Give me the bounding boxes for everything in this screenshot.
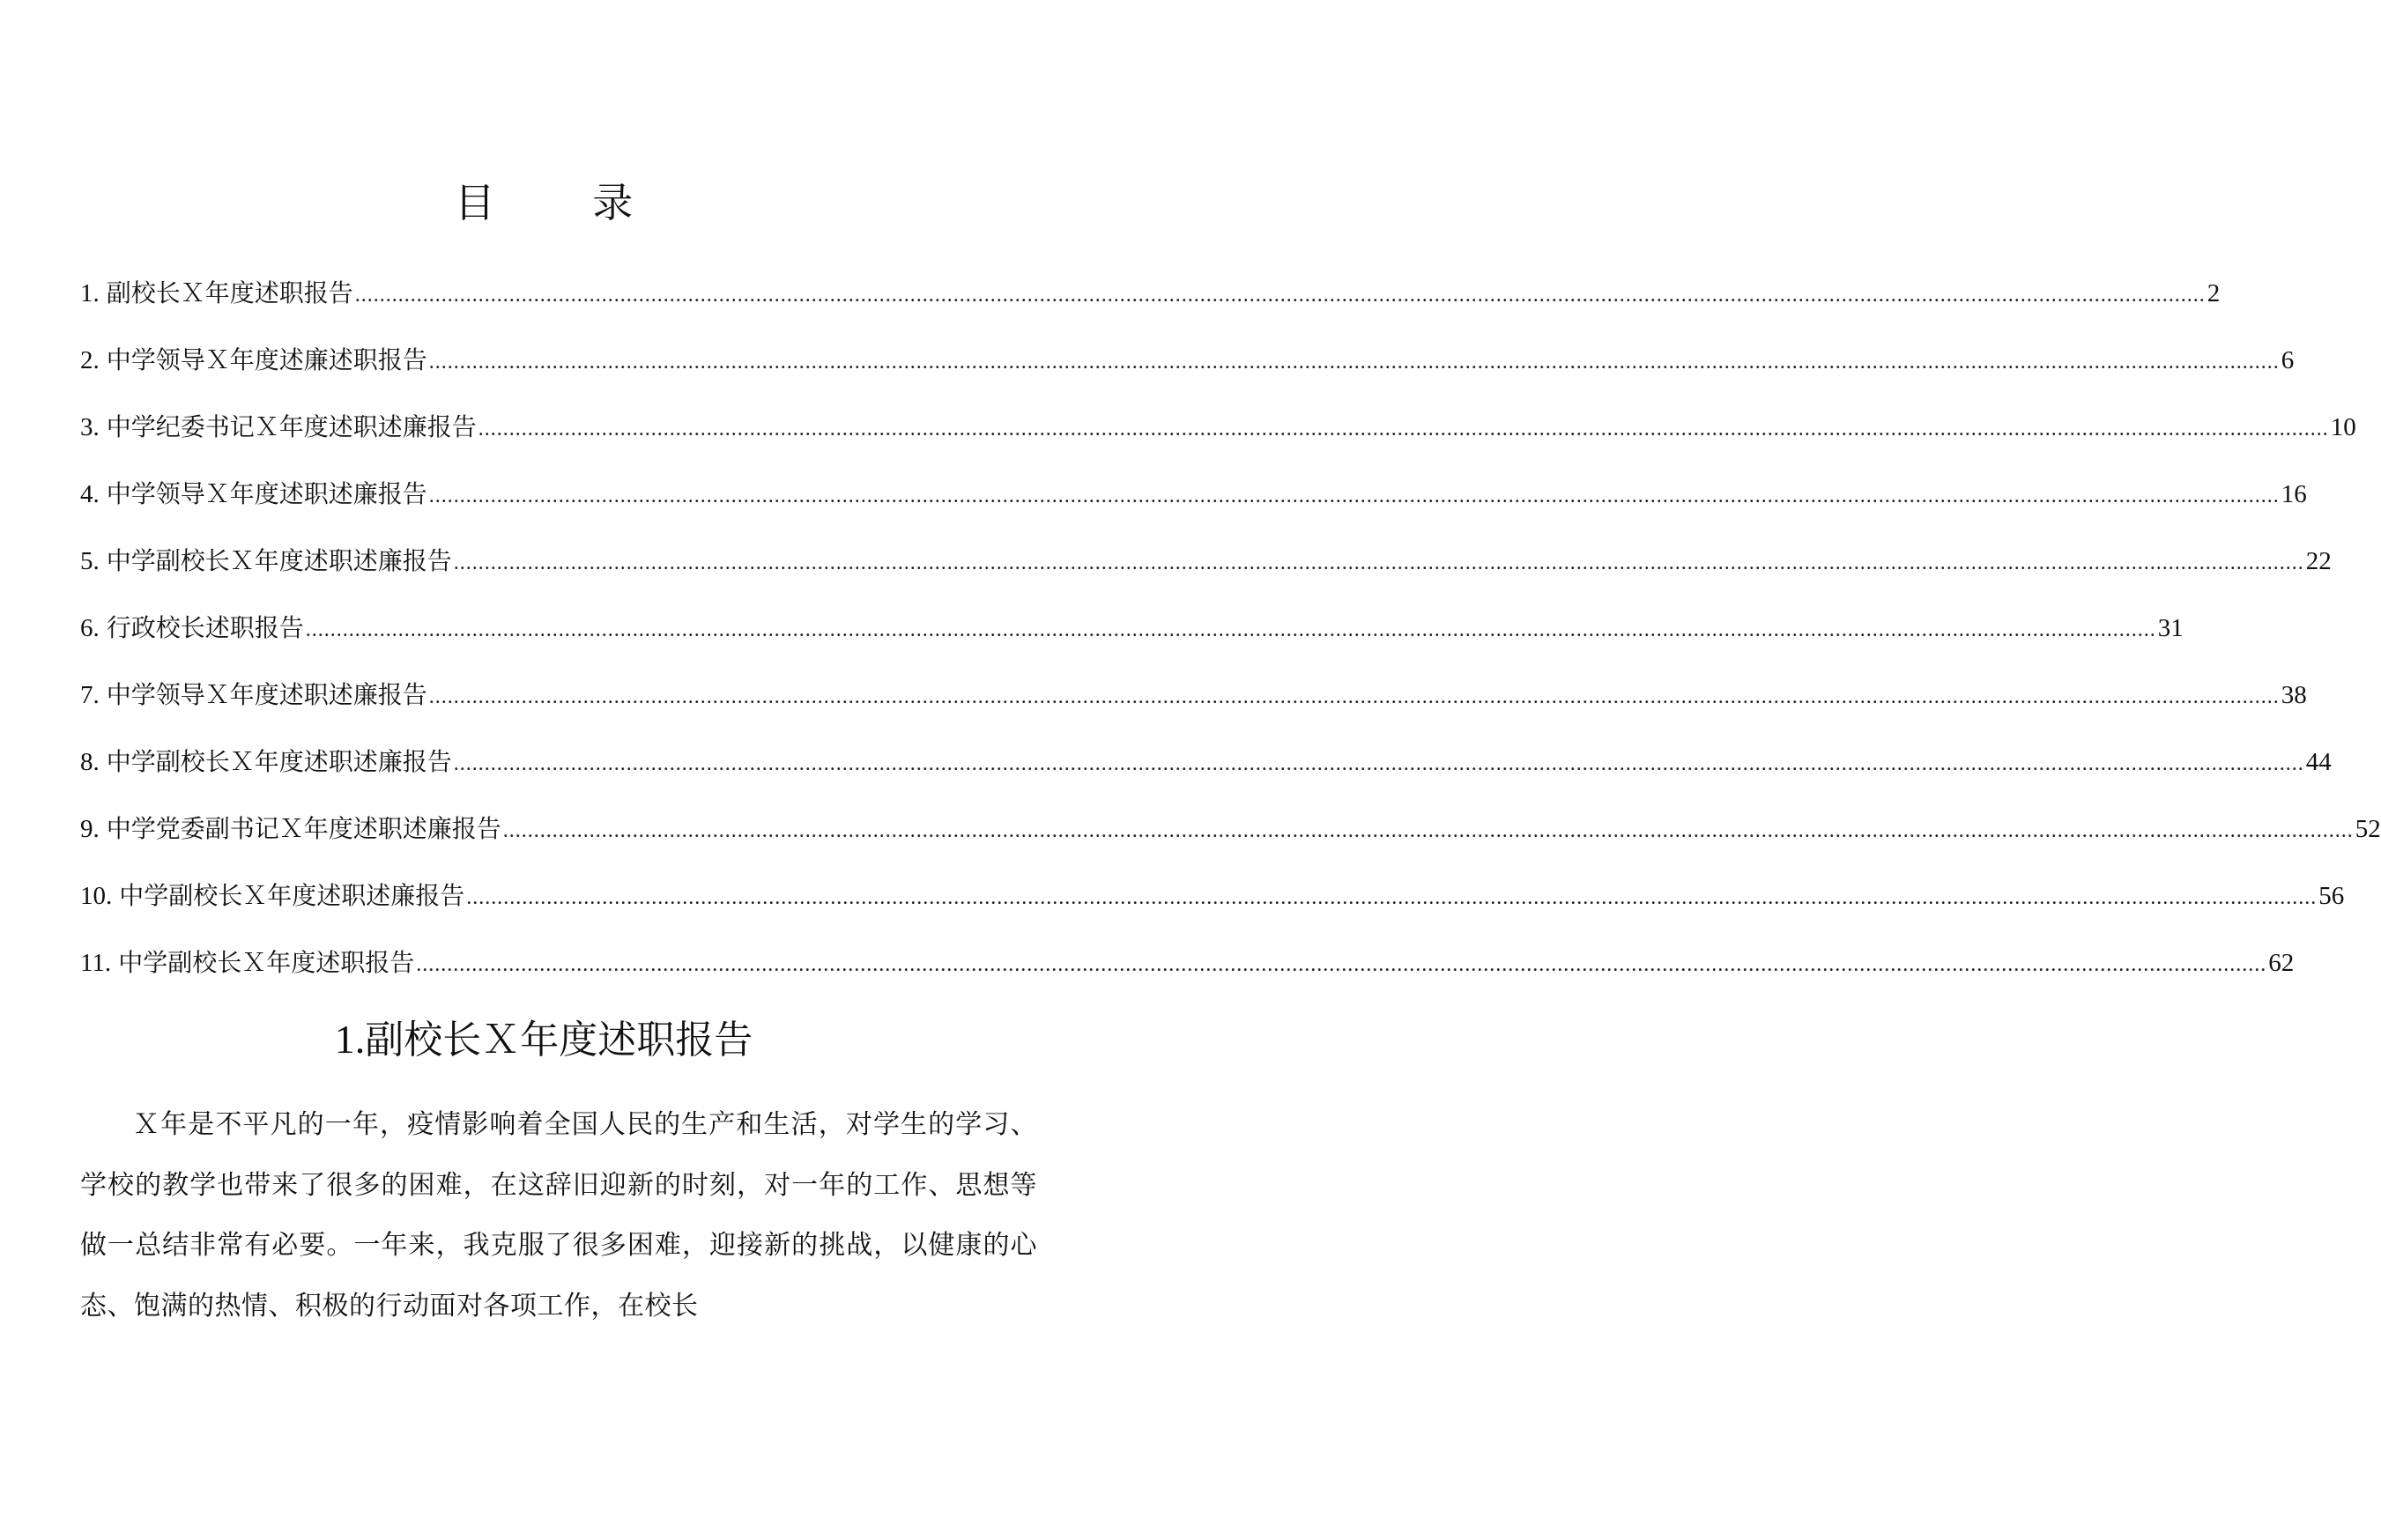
toc-entry-title: 中学副校长Ｘ年度述职述廉报告	[119, 881, 465, 910]
toc-entry-number: 11.	[80, 949, 112, 977]
toc-entry-title: 中学领导Ｘ年度述职述廉报告	[106, 680, 427, 709]
toc-entry[interactable]	[80, 870, 2345, 937]
toc-entry-title: 行政校长述职报告	[106, 613, 304, 642]
toc-entry[interactable]	[80, 602, 2184, 669]
toc-entry-title: 中学领导Ｘ年度述廉述职报告	[106, 345, 427, 374]
toc-entry[interactable]	[80, 468, 2307, 535]
toc-dot-leader: ............................................................................................................................................................................................................................................................................................................	[466, 886, 2318, 909]
toc-entry[interactable]	[80, 803, 2381, 870]
toc-entry-page: 6	[2281, 346, 2295, 374]
toc-entry-page: 2	[2207, 279, 2221, 307]
toc-entry-title: 中学副校长Ｘ年度述职述廉报告	[106, 546, 452, 575]
toc-entry[interactable]	[80, 267, 2221, 334]
section-heading	[0, 1013, 1087, 1067]
toc-entry-number: 2.	[80, 346, 100, 374]
toc-entry[interactable]	[80, 401, 2356, 468]
toc-entry[interactable]	[80, 334, 2295, 401]
toc-entry-number: 10.	[80, 882, 113, 910]
toc-entry-number: 5.	[80, 547, 100, 575]
toc-entry-title: 中学党委副书记Ｘ年度述职述廉报告	[106, 814, 501, 843]
toc-entry-number: 6.	[80, 614, 100, 642]
toc-entry-title: 中学副校长Ｘ年度述职述廉报告	[106, 747, 452, 776]
toc-entry-page: 38	[2281, 681, 2307, 709]
toc-dot-leader: ............................................................................................................................................................................................................................................................................................................	[502, 819, 2354, 842]
toc-entry-page: 22	[2305, 547, 2332, 575]
toc-dot-leader: ............................................................................................................................................................................................................................................................................................................	[416, 953, 2267, 976]
toc-entry-title: 中学纪委书记Ｘ年度述职述廉报告	[106, 412, 477, 441]
body-paragraph: Ｘ年是不平凡的一年，疫情影响着全国人民的生产和生活，对学生的学习、学校的教学也带来了很多的困难，在这辞旧迎新的时刻，对一年的工作、思想等做一总结非常有必要。一年来，我克服了很多困难，迎接新的挑战，以健康的心态、饱满的热情、积极的行动面对各项工作，在校长	[80, 1109, 1037, 1322]
toc-entry-number: 4.	[80, 480, 100, 508]
toc-entry-title: 副校长Ｘ年度述职报告	[106, 278, 353, 307]
toc-dot-leader: ............................................................................................................................................................................................................................................................................................................	[428, 485, 2280, 507]
toc-entry-title: 中学领导Ｘ年度述职述廉报告	[106, 479, 427, 508]
toc-entry-page: 62	[2268, 949, 2295, 977]
toc-entry-page: 16	[2281, 480, 2307, 508]
toc-title: 目 录	[454, 179, 676, 226]
toc-entry[interactable]	[80, 937, 2295, 1003]
toc-entry-page: 10	[2330, 413, 2356, 441]
toc-entry-number: 8.	[80, 748, 100, 776]
toc-dot-leader: ............................................................................................................................................................................................................................................................................................................	[428, 351, 2280, 374]
toc-entry-page: 52	[2355, 815, 2381, 843]
toc-entry[interactable]	[80, 535, 2332, 602]
toc-dot-leader: ............................................................................................................................................................................................................................................................................................................	[453, 552, 2304, 574]
toc-dot-leader: ............................................................................................................................................................................................................................................................................................................	[453, 752, 2304, 775]
toc-dot-leader: ............................................................................................................................................................................................................................................................................................................	[428, 685, 2280, 708]
toc-entry-page: 31	[2157, 614, 2184, 642]
toc-entry-page: 44	[2305, 748, 2332, 776]
toc-entry[interactable]	[80, 736, 2332, 803]
toc-dot-leader: ............................................................................................................................................................................................................................................................................................................	[354, 284, 2206, 307]
section-number: 1.	[334, 1017, 366, 1062]
toc-entry-page: 56	[2318, 882, 2345, 910]
toc-entry-number: 1.	[80, 279, 100, 307]
table-of-contents	[80, 267, 2381, 1003]
toc-entry[interactable]	[80, 669, 2307, 736]
toc-dot-leader: ............................................................................................................................................................................................................................................................................................................	[305, 618, 2156, 641]
toc-entry-title: 中学副校长Ｘ年度述职报告	[118, 948, 415, 977]
toc-dot-leader: ............................................................................................................................................................................................................................................................................................................	[478, 418, 2329, 441]
toc-entry-number: 7.	[80, 681, 100, 709]
toc-entry-number: 3.	[80, 413, 100, 441]
section-title: 副校长Ｘ年度述职报告	[365, 1018, 753, 1062]
toc-entry-number: 9.	[80, 815, 100, 843]
